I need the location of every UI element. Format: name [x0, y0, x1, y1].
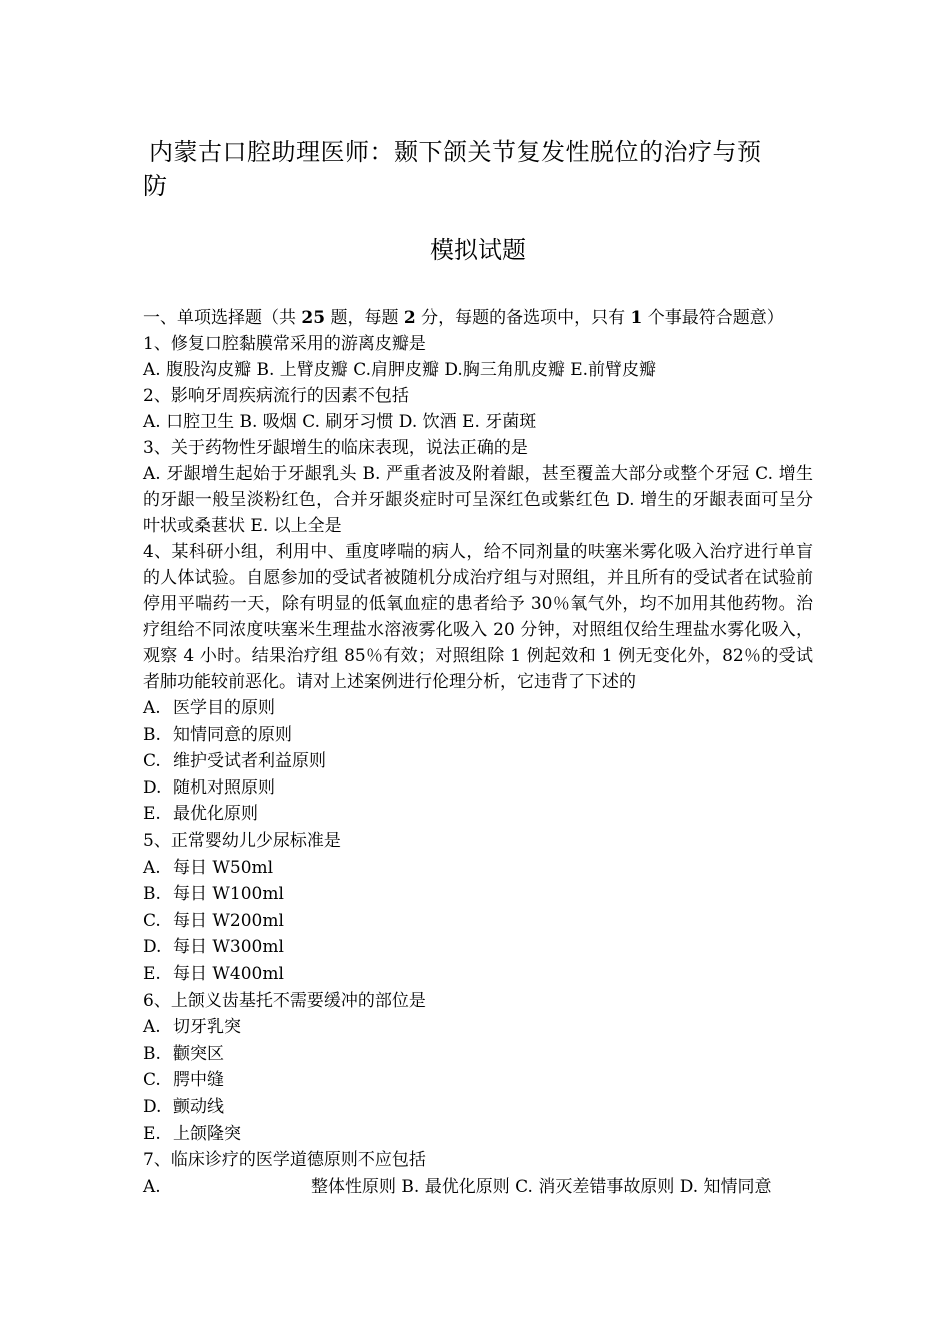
question-5-option-d [143, 934, 813, 961]
question-content [143, 305, 813, 1200]
question-1-options: A. 腹股沟皮瓣 B. 上臂皮瓣 C.肩胛皮瓣 D.胸三角肌皮瓣 E.前臂皮瓣 [143, 360, 657, 380]
option-letter: A. [143, 1017, 161, 1038]
option-letter: B. [143, 724, 161, 745]
section-intro-a: 一、单项选择题（共 [143, 308, 302, 328]
option-text: 上颌隆突 [173, 1123, 241, 1144]
option-letter: B. [143, 1043, 161, 1064]
option-letter: C. [143, 1070, 161, 1091]
question-1-stem: 1、修复口腔黏膜常采用的游离皮瓣是 [143, 334, 426, 354]
option-text: 维护受试者利益原则 [173, 751, 326, 772]
question-3-stem: 3、关于药物性牙龈增生的临床表现，说法正确的是 [143, 438, 528, 458]
question-4-option-c [143, 748, 813, 775]
question-5-stem: 5、正常婴幼儿少尿标准是 [143, 830, 341, 851]
question-6-option-a [143, 1014, 813, 1041]
option-letter: A. [143, 698, 161, 718]
section-intro-d: 个事最符合题 [642, 308, 750, 328]
question-6-option-e [143, 1121, 813, 1148]
question-6-option-c [143, 1067, 813, 1094]
question-4-option-a [143, 695, 813, 722]
question-7-stem: 7、临床诊疗的医学道德原则不应包括 [143, 1150, 426, 1171]
option-text: 切牙乳突 [173, 1017, 241, 1038]
option-letter: D. [143, 1096, 162, 1117]
option-text: 腭中缝 [173, 1070, 224, 1091]
question-5-option-a [143, 855, 813, 882]
section-intro-e: 意） [749, 308, 784, 328]
option-text: 颧突区 [173, 1043, 224, 1064]
question-6-stem: 6、上颌义齿基托不需要缓冲的部位是 [143, 990, 426, 1011]
option-text: 每日 W50ml [173, 857, 274, 878]
option-letter: D. [143, 937, 162, 958]
option-letter: B. [143, 884, 161, 905]
section-points: 2 [403, 308, 416, 328]
document-subtitle: 模拟试题 [430, 236, 526, 264]
option-letter: E. [143, 1123, 161, 1144]
question-2-stem: 2、影响牙周疾病流行的因素不包括 [143, 386, 409, 406]
option-text: 整体性原则 B. 最优化原则 C. 消灭差错事故原则 D. 知情同意 [311, 1176, 772, 1197]
section-heading [143, 305, 813, 331]
option-text: 每日 W200ml [173, 910, 284, 931]
question-5-option-e [143, 961, 813, 988]
option-letter: A. [143, 857, 161, 878]
question-5-option-c [143, 908, 813, 935]
section-one: 1 [630, 308, 643, 328]
question-3-options: A. 牙龈增生起始于牙龈乳头 B. 严重者波及附着龈，甚至覆盖大部分或整个牙冠 C. 增生的牙龈一般呈淡粉红色，合并牙龈炎症时可呈深红色或紫红色 D. 增生的牙龈表面可呈分叶状或桑葚状 E. 以上全是 [143, 464, 813, 536]
question-6-option-d [143, 1094, 813, 1121]
question-4-option-b [143, 722, 813, 749]
section-count: 25 [301, 308, 326, 328]
question-7-options [143, 1174, 813, 1201]
question-4-option-d [143, 775, 813, 802]
option-text: 每日 W100ml [173, 884, 284, 905]
option-letter: E. [143, 804, 161, 825]
option-letter: C. [143, 751, 161, 772]
option-letter: A. [143, 1176, 161, 1197]
option-letter: E. [143, 963, 161, 984]
option-text: 最优化原则 [173, 804, 258, 825]
question-2-options: A. 口腔卫生 B. 吸烟 C. 刷牙习惯 D. 饮酒 E. 牙菌斑 [143, 412, 537, 432]
section-intro-c: 分，每题的备选项中，只有 [415, 308, 631, 328]
option-text: 每日 W300ml [173, 937, 284, 958]
title-line-2: 防 [143, 172, 168, 200]
option-text: 每日 W400ml [173, 963, 284, 984]
section-intro-b: 题，每题 [325, 308, 404, 328]
option-letter: C. [143, 910, 161, 931]
title-line-1: 内蒙古口腔助理医师：颞下颌关节复发性脱位的治疗与预 [149, 138, 762, 166]
question-4-stem: 4、某科研小组，利用中、重度哮喘的病人，给不同剂量的呋塞米雾化吸入治疗进行单盲的人体试验。自愿参加的受试者被随机分成治疗组与对照组，并且所有的受试者在试验前停用平喘药一天，除有明显的低氧血症的患者给予 30％氧气外，均不加用其他药物。治疗组给不同浓度呋塞米生理盐水溶液雾化吸入 20 分钟，对照组仅给生理盐水雾化吸入，观察 4 小时。结果治疗组 85％有效；对照组除 1 例起效和 1 例无变化外，82％的受试者肺功能较前恶化。请对上述案例进行伦理分析，它违背了下述的 [143, 542, 813, 692]
document-page [143, 135, 813, 1200]
option-text: 随机对照原则 [173, 777, 275, 798]
question-6-option-b [143, 1041, 813, 1068]
option-text: 颤动线 [173, 1096, 224, 1117]
option-letter: D. [143, 777, 162, 798]
option-text: 医学目的原则 [173, 698, 275, 718]
question-4-option-e [143, 801, 813, 828]
option-text: 知情同意的原则 [173, 724, 292, 745]
document-title [143, 135, 813, 203]
question-5-option-b [143, 881, 813, 908]
